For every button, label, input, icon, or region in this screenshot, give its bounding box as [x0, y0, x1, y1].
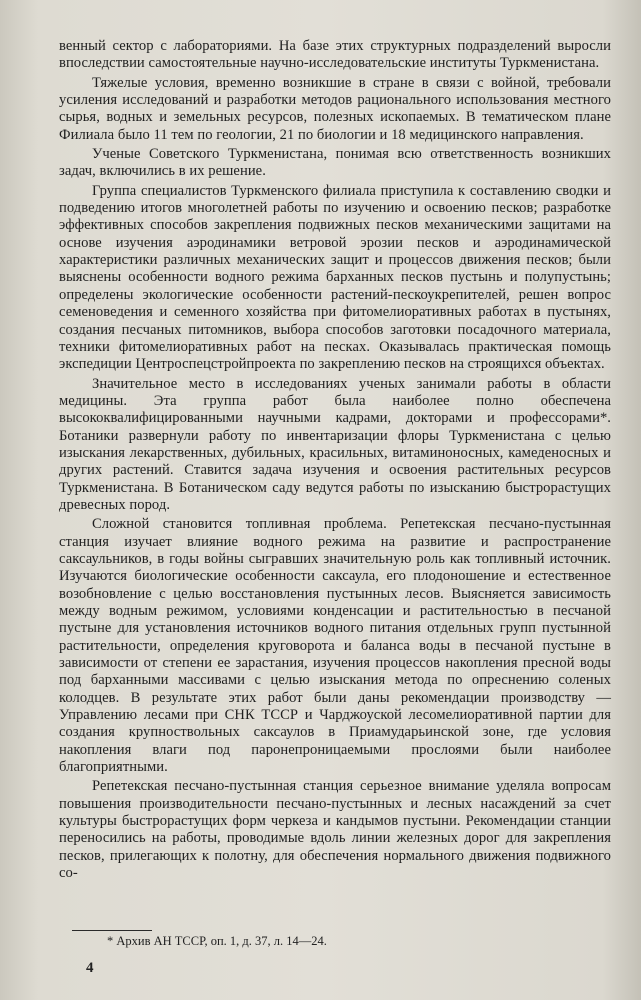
footnote-divider — [72, 930, 152, 931]
paragraph-6: Сложной становится топливная проблема. Репетекская песчано-пустынная станция изучает влияние водного режима на развитие и распространение саксаульников, в годы войны сыгравших значительную роль как топливный источник. Изучаются биологические особенности саксаула, его плодоношение и естественное возобновление с целью восстановления пустынных лесов. Выясняется зависимость между водным режимом, условиями конденсации и растительностью в песчаной пустыне для установления источников водного питания отдельных групп пустынной растительности, определения круговорота и баланса воды в песчаной пустыне в зависимости от степени ее зарастания, изучения процессов накопления пресной воды под барханными массивами с целью изыскания метода по опреснению соленых колодцев. В результате этих работ были даны рекомендации производству — Управлению лесами при СНК ТССР и Чарджоуской лесомелиоративной партии для создания крупноствольных саксаулов в Приамударьинской зоне, где условия накопления влаги под паронепроницаемыми прослоями были наиболее благоприятными. — [59, 516, 611, 776]
page-number: 4 — [86, 960, 94, 976]
paragraph-5: Значительное место в исследованиях ученых занимали работы в области медицины. Эта группа работ была наиболее полно обеспечена высококвалифицированными научными кадрами, докторами и профессорами*. Ботаники развернули работу по инвентаризации флоры Туркменистана с целью изыскания лекарственных, дубильных, красильных, витаминоносных, камеденосных и других растений. Ставится задача изучения и освоения растительных ресурсов Туркменистана. В Ботаническом саду ведутся работы по изысканию быстрорастущих древесных пород. — [59, 375, 611, 513]
paragraph-3: Ученые Советского Туркменистана, понимая всю ответственность возникших задач, включились в их решение. — [59, 146, 611, 180]
body-text — [59, 38, 611, 885]
paragraph-4: Группа специалистов Туркменского филиала приступила к составлению сводки и подведению итогов многолетней работы по изучению и освоению песков; разработке эффективных способов закрепления подвижных песков механическими защитами на основе изучения аэродинамики ветровой эрозии песков и аэродинамической характеристики различных механических защит и процессов движения песков; были выяснены особенности водного режима барханных песков пустынь и полупустынь; определены экологические особенности растений-пескоукрепителей, решен вопрос семеноведения и семенного хозяйства при фитомелиоративных работах в пустынях, создания песчаных питомников, выбора способов заготовки посадочного материала, техники фитомелиоративных работ на песках. Оказывалась практическая помощь экспедиции Центроспецстройпроекта по закреплению песков на строящихся объектах. — [59, 182, 611, 373]
paragraph-7: Репетекская песчано-пустынная станция серьезное внимание уделяла вопросам повышения производительности песчано-пустынных и лесных насаждений за счет культуры быстрорастущих форм черкеза и кандымов пустыни. Рекомендации станции переносились на работы, проводимые вдоль линии железных дорог для закрепления песков, прилегающих к полотну, для обеспечения нормального движения подвижного со- — [59, 778, 611, 882]
paragraph-1: венный сектор с лабораториями. На базе этих структурных подразделений выросли впоследствии самостоятельные научно-исследовательские институты Туркменистана. — [59, 38, 611, 72]
paragraph-2: Тяжелые условия, временно возникшие в стране в связи с войной, требовали усиления исследований и разработки методов рационального использования местного сырья, водных и земельных ресурсов, полезных ископаемых. В тематическом плане Филиала было 11 тем по геологии, 21 по биологии и 18 медицинского направления. — [59, 74, 611, 143]
footnote: * Архив АН ТССР, оп. 1, д. 37, л. 14—24. — [107, 934, 327, 948]
